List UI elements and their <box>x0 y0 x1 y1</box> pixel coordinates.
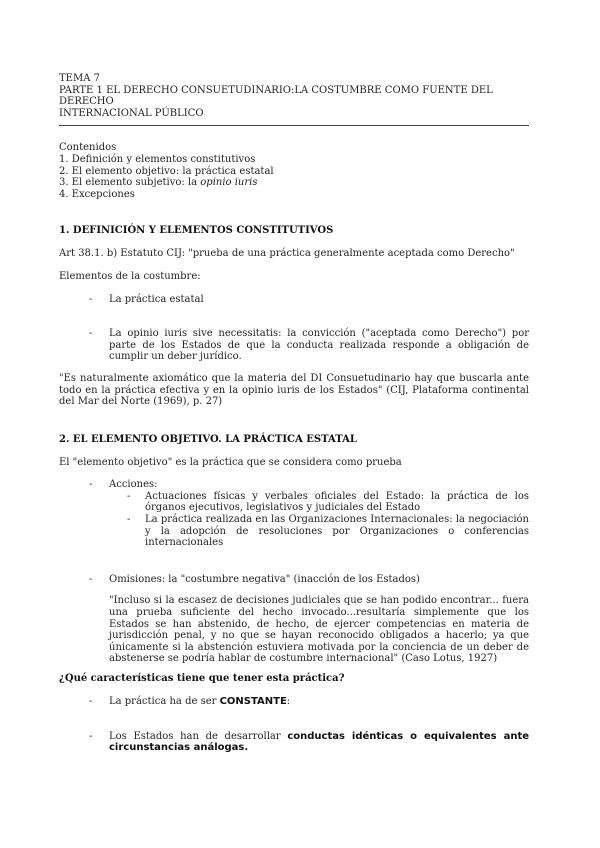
section1-elementos: Elementos de la costumbre: <box>59 270 201 282</box>
constante-prefix: La práctica ha de ser <box>109 696 220 707</box>
document-header <box>59 73 529 126</box>
bullet-omisiones <box>59 574 529 586</box>
subbullet-actuaciones <box>59 491 529 514</box>
contents-item-4: 4. Excepciones <box>59 188 135 200</box>
subbullet-organizaciones-text: La práctica realizada en las Organizaciones Internacionales: la negociación y la adopción de resoluciones por Organizaciones o conferencias internacionales <box>145 514 529 549</box>
dash-mark: - <box>89 328 93 340</box>
bullet-opinio-iuris <box>59 328 529 363</box>
section1-heading: 1. DEFINICIÓN Y ELEMENTOS CONSTITUTIVOS <box>59 225 334 237</box>
contents-item-2: 2. El elemento objetivo: la práctica estatal <box>59 165 274 177</box>
conductas-bold: conductas idénticas o equivalentes ante circunstancias análogas. <box>109 730 530 754</box>
bullet-practica-estatal <box>59 294 529 306</box>
subbullet-actuaciones-text: Actuaciones físicas y verbales oficiales del Estado: la práctica de los órganos ejecutivos, legislativos y judiciales del Estado <box>145 490 529 514</box>
conductas-prefix: Los Estados han de desarrollar <box>109 730 288 742</box>
section1-art: Art 38.1. b) Estatuto CIJ: "prueba de una práctica generalmente aceptada como Derecho" <box>59 248 515 260</box>
contents-item-3 <box>59 177 529 189</box>
bullet-constante <box>59 696 529 708</box>
bullet-acciones-text: Acciones: <box>109 479 158 491</box>
lotus-quote: "Incluso si la escasez de decisiones judiciales que se han podido encontrar... fuera una prueba suficiente del hecho invocado...resultaría simplemente que los Estados se han abstenido, de hecho, de ejercer competencias en materia de jurisdicción penal, y no que se hayan reconocido obligados a hacerlo; ya que únicamente si la abstención estuviera motivada por la conciencia de un deber de abstenerse se podría hablar de costumbre internacional" (Caso Lotus, 1927) <box>109 595 529 665</box>
constante-bold: CONSTANTE <box>219 696 287 707</box>
dash-mark: - <box>127 514 131 526</box>
section2-intro: El "elemento objetivo" es la práctica que se considera como prueba <box>59 456 402 468</box>
subbullet-organizaciones <box>59 514 529 549</box>
bullet-practica-estatal-text: La práctica estatal <box>109 293 204 305</box>
bullet-acciones <box>59 479 529 491</box>
dash-mark: - <box>89 573 93 585</box>
parte-title-line1: PARTE 1 EL DERECHO CONSUETUDINARIO:LA COSTUMBRE COMO FUENTE DEL DERECHO <box>59 84 493 108</box>
bullet-conductas <box>59 731 529 754</box>
header-divider <box>59 125 529 126</box>
bullet-omisiones-text: Omisiones: la "costumbre negativa" (inacción de los Estados) <box>109 573 420 585</box>
dash-mark: - <box>89 479 93 491</box>
dash-mark: - <box>89 696 93 707</box>
document-page <box>59 73 529 754</box>
contents-item-3-text: 3. El elemento subjetivo: la <box>59 177 201 189</box>
bullet-opinio-iuris-text: La opinio iuris sive necessitatis: la convicción ("aceptada como Derecho") por parte de los Estados de que la conducta realizada responde a obligación de cumplir un deber jurídico. <box>109 328 529 363</box>
bullet-conductas-text <box>109 731 529 754</box>
section1-quote: "Es naturalmente axiomático que la materia del DI Consuetudinario hay que buscarla ante todo en la práctica efectiva y en la opinio iuris de los Estados" (CIJ, Plataforma continental del Mar del Norte (1969), p. 27) <box>59 372 529 408</box>
characteristics-question: ¿Qué características tiene que tener esta práctica? <box>59 673 345 684</box>
dash-mark: - <box>127 490 131 502</box>
tema-label: TEMA 7 <box>59 73 100 84</box>
constante-suffix: : <box>286 696 291 707</box>
dash-mark: - <box>89 293 93 305</box>
contents-list <box>59 142 529 200</box>
dash-mark: - <box>89 730 93 742</box>
contents-item-1: 1. Definición y elementos constitutivos <box>59 153 256 165</box>
contents-title: Contenidos <box>59 142 117 154</box>
contents-item-3-italic: opinio iuris <box>200 177 258 189</box>
parte-title-line2: INTERNACIONAL PÚBLICO <box>59 107 204 119</box>
section2-heading: 2. EL ELEMENTO OBJETIVO. LA PRÁCTICA ESTATAL <box>59 433 357 445</box>
bullet-constante-text <box>109 696 529 708</box>
